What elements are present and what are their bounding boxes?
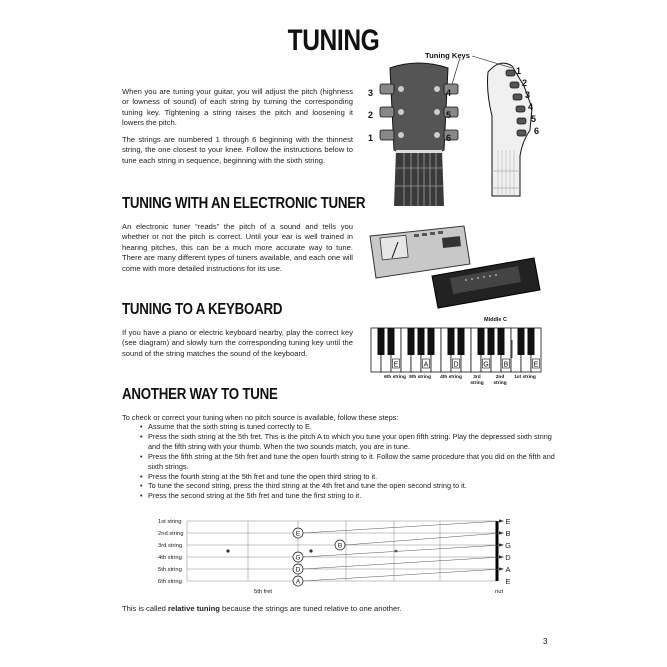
tuner-device-silver xyxy=(370,226,470,278)
tuning-keys-illustration xyxy=(360,46,560,206)
black-key xyxy=(488,328,495,355)
string-label-4: 4th string xyxy=(158,555,182,561)
electric-key-4: 4 xyxy=(528,102,534,112)
string-label-5: 5th string xyxy=(158,567,182,573)
step-4: • Press the fourth string at the 5th fret and tune the open third string to it. xyxy=(140,472,560,482)
intro-paragraph-2: The strings are numbered 1 through 6 beginning with the thinnest string, the one closest to your knee. Follow the instructions below to tune each string in sequence, beginning with the sixth string. xyxy=(122,135,353,165)
electric-key-1: 1 xyxy=(516,66,522,76)
string-label-1: 1st string xyxy=(158,519,182,525)
acoustic-key-5: 5 xyxy=(446,110,452,120)
black-key xyxy=(528,328,535,355)
electronic-tuner-text: An electronic tuner “reads” the pitch of a sound and tells you whether or not the pitch is correct. Until your ear is well trained in hearing pitches, this can be a much more accurate way to tune. There are many different types of tuners available, and each one will come with more detailed instructions for its use. xyxy=(122,222,353,273)
steps-list xyxy=(140,422,560,501)
fretted-note-5: A xyxy=(295,578,301,586)
keyboard-diagram xyxy=(370,324,546,374)
middle-c-label: Middle C xyxy=(484,317,507,323)
black-key xyxy=(448,328,455,355)
electronic-tuner-illustration xyxy=(366,222,542,312)
relative-line xyxy=(303,569,502,581)
electric-key-3: 3 xyxy=(525,90,531,100)
another-way-heading: ANOTHER WAY TO TUNE xyxy=(122,386,278,403)
key-label-5th: 5th string xyxy=(409,375,431,380)
electronic-tuner-heading: TUNING WITH AN ELECTRONIC TUNER xyxy=(122,195,366,212)
step-3: • Press the fifth string at the 5th fret and tune the open fourth string to it. Follow the same procedure that you did on the fifth and sixth strings. xyxy=(140,452,560,472)
page-number: 3 xyxy=(543,637,548,646)
step-6: • Press the second string at the 5th fret and tune the first string to it. xyxy=(140,491,560,501)
acoustic-key-2: 2 xyxy=(368,110,374,120)
electric-key-5: 5 xyxy=(531,114,537,124)
key-note-5: B xyxy=(503,361,509,369)
acoustic-key-1: 1 xyxy=(368,133,374,143)
arrow-head xyxy=(499,555,504,558)
black-key xyxy=(378,328,385,355)
relative-line xyxy=(303,545,502,557)
fretboard-string-labels xyxy=(158,519,183,585)
fretted-note-4: D xyxy=(295,566,301,574)
keyboard-text: If you have a piano or electric keyboard nearby, play the correct key (see diagram) and slowly turn the corresponding tuning key until the sound of the string matches the sound of the keyboard. xyxy=(122,328,353,358)
arrow-head xyxy=(499,543,504,546)
fretboard-diagram xyxy=(150,512,530,602)
step-2: • Press the sixth string at the 5th fret. This is the pitch A to which you tune your open fifth string. Play the depressed sixth string and the fifth string with your thumb. When the two sounds match, you are in tune. xyxy=(140,432,560,452)
acoustic-key-3: 3 xyxy=(368,88,374,98)
page-title: TUNING xyxy=(287,24,380,57)
electric-key-2: 2 xyxy=(522,78,528,88)
arrow-head xyxy=(499,519,504,522)
closing-text: This is called relative tuning because the strings are tuned relative to one another. xyxy=(122,604,402,613)
acoustic-key-6: 6 xyxy=(446,133,452,143)
key-label-4th: 4th string xyxy=(440,375,462,380)
key-label-3rd: 3rd string xyxy=(470,375,484,386)
relative-line xyxy=(303,557,502,569)
inlay-dot xyxy=(309,549,312,552)
electric-key-6: 6 xyxy=(534,126,540,136)
arrow-head xyxy=(499,531,504,534)
relative-tuning-term: relative tuning xyxy=(168,604,220,613)
open-note-5: A xyxy=(505,565,511,574)
key-note-1: E xyxy=(393,361,399,369)
black-key xyxy=(498,328,505,355)
relative-line xyxy=(345,533,502,545)
black-key xyxy=(388,328,395,355)
fretted-note-2: B xyxy=(337,542,343,550)
key-note-6: E xyxy=(533,361,539,369)
string-label-3: 3rd string xyxy=(158,543,183,549)
open-note-1: E xyxy=(505,517,511,526)
black-key xyxy=(428,328,435,355)
key-label-6th: 6th string xyxy=(384,375,406,380)
arrow-head xyxy=(499,567,504,570)
open-note-4: D xyxy=(505,553,511,562)
step-1: • Assume that the sixth string is tuned correctly to E. xyxy=(140,422,560,432)
string-label-2: 2nd string xyxy=(158,531,184,537)
fretboard-relative-lines xyxy=(303,519,504,581)
black-key xyxy=(408,328,415,355)
another-way-lead: To check or correct your tuning when no pitch source is available, follow these steps: xyxy=(122,413,399,422)
black-key xyxy=(518,328,525,355)
key-label-2nd: 2nd string xyxy=(493,375,507,386)
nut-label: nut xyxy=(495,589,504,595)
relative-line xyxy=(303,521,502,533)
key-note-3: D xyxy=(453,361,459,369)
inlay-dot xyxy=(226,549,229,552)
fretted-note-1: E xyxy=(295,530,301,538)
tuning-keys-label: Tuning Keys xyxy=(425,51,471,60)
fretboard-open-notes xyxy=(505,517,511,586)
acoustic-key-4: 4 xyxy=(446,88,452,98)
key-label-1st: 1st string xyxy=(514,375,536,380)
keyboard-heading: TUNING TO A KEYBOARD xyxy=(122,301,283,318)
open-note-2: B xyxy=(505,529,511,538)
key-note-4: G xyxy=(483,361,489,369)
inlay-dot xyxy=(395,550,398,553)
step-5: • To tune the second string, press the third string at the 4th fret and tune the open second string to it. xyxy=(140,481,560,491)
string-label-6: 6th string xyxy=(158,579,182,585)
black-key xyxy=(418,328,425,355)
fretted-note-3: G xyxy=(295,554,301,562)
key-note-2: A xyxy=(423,361,429,369)
open-note-6: E xyxy=(505,577,511,586)
intro-paragraph-1: When you are tuning your guitar, you will adjust the pitch (highness or lowness of sound) of each string by turning the corresponding tuning key. Tightening a string raises the pitch and loosening it lowers the pitch. xyxy=(122,87,353,128)
black-key xyxy=(478,328,485,355)
black-key xyxy=(458,328,465,355)
open-note-3: G xyxy=(505,541,511,550)
fret-label: 5th fret xyxy=(254,589,273,595)
